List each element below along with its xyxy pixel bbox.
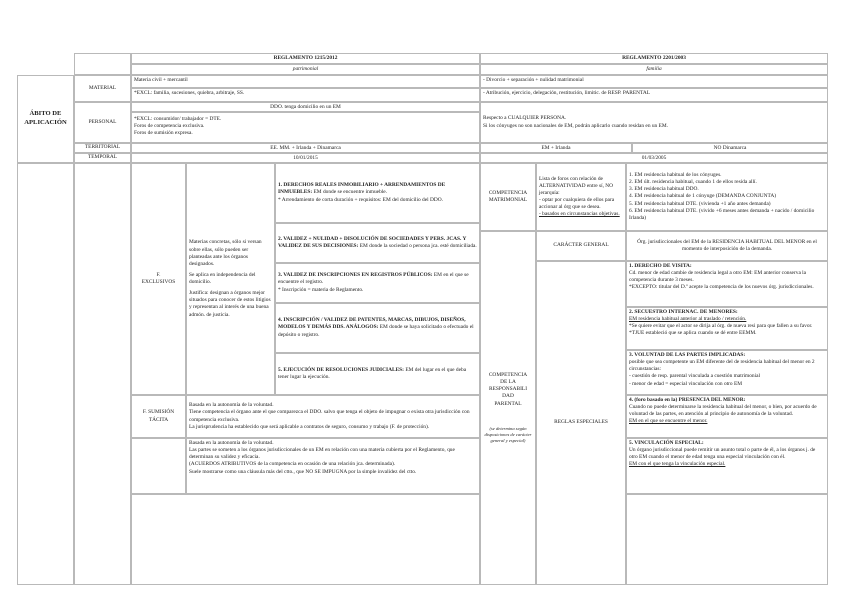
matrimonial-forum-item: 3. EM residencia habitual DDO. <box>629 186 699 193</box>
sumision-line: Tiene competencia el órgano ante el que comparezca el DDO. salvo que tenga el objeto de impugnar o exista otra jurisdicción con competencia exclusiva. <box>189 409 470 423</box>
exclusivo-item-title: 4. INSCRIPCIÓN / VALIDEZ DE PATENTES, MARCAS, DIBUJOS, DISEÑOS, MODELOS Y DEMÁS DDS. ANÁLOGOS: <box>278 317 466 331</box>
exclusivos-desc-line: Se aplica en independencia del domicilio. <box>189 271 256 285</box>
reg1-subtitle <box>131 64 480 75</box>
exclusivo-item-extra: * Inscripción = materia de Reglamento. <box>278 286 364 293</box>
temporal-r1 <box>131 153 480 163</box>
exclusivo-item-title: 2. VALIDEZ + NULIDAD + DISOLUCIÓN DE SOCIEDADES Y PERS. JCAS. Y VALIDEZ DE SUS DECISIONES: <box>278 235 467 249</box>
ambito-label <box>17 75 74 163</box>
general-text <box>626 231 828 261</box>
exclusivo-item <box>275 223 480 263</box>
reg2-subtitle <box>480 64 828 75</box>
especial-rule <box>626 307 828 350</box>
especial-rule-title: 1. DERECHO DE VISITA: <box>629 263 692 269</box>
matrimonial-forum-item: 1. EM residencia habitual de los cónyuges. <box>629 172 722 179</box>
territorial-r2b <box>632 143 828 153</box>
matrimonial-forums <box>626 163 828 231</box>
parental-label-text: COMPETENCIA <box>488 372 528 379</box>
especial-rule <box>626 350 828 395</box>
material-r1-a-text: Materia civil + mercantil <box>134 77 188 83</box>
sumision-label <box>131 395 186 438</box>
exclusivo-item-body: EM donde se encuentre inmueble. <box>313 189 388 196</box>
territorial-r1-text: EE. MM. + Irlanda + Dinamarca <box>270 145 341 151</box>
temporal-label-text: TEMPORAL <box>87 154 118 161</box>
especial-rule <box>626 261 828 307</box>
general-label-text: CARÁCTER GENERAL <box>553 242 609 249</box>
personal-r1-top <box>131 102 480 112</box>
matrimonial-desc-line: - basados en circunstancias objetivas. <box>539 211 620 218</box>
personal-r2 <box>480 102 828 143</box>
personal-label-text: PERSONAL <box>88 118 117 125</box>
personal-r1-body <box>131 112 480 143</box>
especial-rule-line: Un órgano jurisdiccional puede remitir un asunto total o parte de él, a los órganos j. de otro EM cuando el menor de edad tenga una especial vinculación con él. <box>629 447 816 461</box>
especial-rule-line: *Se quiere evitar que el actor se dirija al órg. de nueva resi para que fallen a su favor. <box>629 323 813 330</box>
reg1-subtitle-text: patrimonial <box>292 66 319 72</box>
parental-label-text: RESPONSABILI <box>488 386 528 393</box>
expresa-line: Basada en la autonomía de la voluntad. <box>189 440 274 446</box>
temporal-label <box>74 153 131 163</box>
exclusivos-desc-line: Justifica: designan a órganos mejor situados para conocer de estos litigios y representan al interés de una buena admón. de justicia. <box>189 290 271 318</box>
personal-label <box>74 102 131 143</box>
material-r2-a-text: - Divorcio + separación + nulidad matrimonial <box>483 77 584 83</box>
material-r2-b-text: - Atribución, ejercicio, delegación, restitución, limitic. de RESP. PARENTAL <box>483 90 651 96</box>
sumision-label-text: TÁCITA <box>148 416 169 423</box>
blank-header-cell <box>74 53 131 75</box>
parental-label-text: DE LA <box>500 379 516 386</box>
material-r1-b-text: *EXCL: familia, sucesiones, quiebra, arbitraje, SS. <box>134 90 245 96</box>
material-label-text: MATERIAL <box>88 84 117 91</box>
exclusivo-item-extra: * Arrendamiento de corta duración + requisitos: EM del domicilio del DDO. <box>278 196 444 203</box>
material-label <box>74 75 131 102</box>
personal-r2-line: Si los cónyuges no son nacionales de EM, podrán aplicarlo cuando residan en un EM. <box>483 122 669 129</box>
material-r1-b <box>131 88 480 102</box>
especial-rule-line: EM con el que tenga la vinculación especial. <box>629 461 726 468</box>
personal-r1-line: *EXCL: consumidor/ trabajador = DTE. <box>134 116 222 122</box>
especial-rule-line: posible que sea competente un EM diferente del de residencia habitual del menor en 2 circunstancias: <box>629 359 815 373</box>
exclusivo-item <box>275 163 480 223</box>
exclusivo-item-body: EM en el que se encuentre el registro. <box>278 272 469 286</box>
material-r2-a <box>480 75 828 88</box>
temporal-r2-text: 01/03/2005 <box>641 155 667 161</box>
general-text-content: Órg. jurisdiccionales del EM de la RESIDENCIA HABITUAL DEL MENOR en el momento de interposición de la demanda. <box>637 238 817 252</box>
matrimonial-forum-item: 5. EM residencia habitual DTE. (vivienda +1 año antes demanda) <box>629 200 771 207</box>
territorial-r2a-text: EM + Irlanda <box>541 145 571 151</box>
especial-rule-line: *EXCEPTO: titular del D.º acepte la competencia de los nuevos órg. jurisdiccionales. <box>629 284 814 291</box>
personal-r1-line: Foros de sumisión expresa. <box>134 130 193 137</box>
personal-r2-line: Respecto a CUALQUIER PERSONA. <box>483 115 567 122</box>
expresa-body <box>186 438 480 494</box>
blank-left-cell <box>17 163 74 585</box>
expresa-label-blank <box>131 438 186 494</box>
matrimonial-desc-line: - optar por cualquiera de ellos para accionar al órg que se desea. <box>539 197 615 211</box>
expresa-line: Suele mostrarse como una cláusula más del ctto., que NO SE IMPUGNA por la simple invalidez del ctto. <box>189 468 417 475</box>
exclusivos-desc-line: Materias concretas, sólo si versan sobre ellas, sólo pueden ser planteadas ante los órganos designados. <box>189 239 262 267</box>
sumision-line: Basada en la autonomía de la voluntad. <box>189 402 274 409</box>
material-r2-b <box>480 88 828 102</box>
especial-rule-line: - cuestión de resp. parental vinculada a cuestión matrimonial <box>629 373 760 380</box>
exclusivo-item-title: 3. VALIDEZ DE INSCRIPCIONES EN REGISTROS PÚBLICOS: <box>278 272 433 279</box>
territorial-label-text: TERRITORIAL <box>84 144 121 151</box>
exclusivo-item <box>275 353 480 395</box>
blank-cell <box>626 494 828 585</box>
matrimonial-label <box>480 163 536 231</box>
expresa-line: (ACUERDOS ATRIBUTIVOS de la competencia en ocasión de una relación jca. determinada). <box>189 461 396 468</box>
blank-left-cell <box>74 163 131 585</box>
exclusivos-label-text: EXCLUSIVOS <box>141 279 176 285</box>
exclusivo-item-title: 5. EJECUCIÓN DE RESOLUCIONES JUDICIALES: <box>278 366 404 373</box>
territorial-r2a <box>480 143 632 153</box>
exclusivo-item-body: EM del lugar en el que deba tener lugar la ejecución. <box>278 366 467 380</box>
territorial-r2b-text: NO Dinamarca <box>713 145 747 151</box>
especial-rule-line: EM residencia habitual anterior al traslado / retención. <box>629 316 747 323</box>
ambito-label-text: ÁBITO DE APLICACIÓN <box>24 110 67 126</box>
reg1-title-text: REGLAMENTO 1215/2012 <box>273 55 338 61</box>
territorial-r1 <box>131 143 480 153</box>
material-r1-a <box>131 75 480 88</box>
temporal-r1-text: 10/01/2015 <box>293 155 318 161</box>
matrimonial-label-text: COMPETENCIA MATRIMONIAL <box>488 189 528 203</box>
sumision-label-text: F. SUMISIÓN <box>142 409 175 416</box>
especiales-label-text: REGLAS ESPECIALES <box>554 419 608 426</box>
especial-rule-line: Cuando no puede determinarse la residencia habitual del menor, o bien, por acuerdo de voluntad de las partes, en atención al principio de autonomía de la voluntad. <box>629 404 817 418</box>
parental-label <box>480 231 536 585</box>
exclusivo-item <box>275 263 480 303</box>
exclusivos-label-text: F. <box>156 271 161 278</box>
especial-rule-line: EM en el que se encuentre el menor. <box>629 418 708 425</box>
especial-rule-line: Cd. menor de edad cambie de residencia legal a otro EM: EM anterior conserva la competencia durante 3 meses. <box>629 270 807 284</box>
reg1-title <box>131 53 480 64</box>
personal-r1-top-text: DDO. tenga domicilio en un EM <box>270 104 341 110</box>
especial-rule-line: *TJUE estableció que se aplica cuando se dé entre EEMM. <box>629 330 757 337</box>
exclusivos-description <box>186 163 275 395</box>
exclusivo-item <box>275 303 480 353</box>
matrimonial-description <box>536 163 626 231</box>
matrimonial-forum-item: 2. EM últ. residencia habitual, cuando 1 de ellos resida allí. <box>629 179 757 186</box>
reg2-subtitle-text: familia <box>646 66 662 72</box>
especial-rule <box>626 438 828 494</box>
parental-label-text: PARENTAL <box>494 400 522 407</box>
especial-rule <box>626 395 828 438</box>
especial-rule-title: 2. SECUESTRO INTERNAC. DE MENORES: <box>629 309 738 315</box>
sumision-line: La jurisprudencia ha establecido que será aplicable a contratos de seguro, consumo y trabajo (F. de protección). <box>189 423 430 430</box>
matrimonial-desc-line: Lista de foros con relación de ALTERNATIVIDAD entre sí, NO jerarquía: <box>539 175 614 196</box>
general-label <box>536 231 626 261</box>
temporal-r2 <box>480 153 828 163</box>
reg2-title-text: REGLAMENTO 2201/2003 <box>622 55 686 61</box>
especial-rule-title: 5. VINCULACIÓN ESPECIAL: <box>629 440 704 446</box>
especial-rule-line: - menor de edad = especial vinculación con otro EM <box>629 380 743 387</box>
especial-rule-title: 4. (foro basado en la) PRESENCIA DEL MENOR: <box>629 397 746 403</box>
reg2-title <box>480 53 828 64</box>
sumision-body <box>186 395 480 438</box>
exclusivos-label <box>131 163 186 395</box>
expresa-line: Las partes se someten a los órganos jurisdiccionales de un EM en relación con una materia cubierta por el Reglamento, que determinan su validez y eficacia. <box>189 447 455 461</box>
especial-rule-title: 3. VOLUNTAD DE LAS PARTES IMPLICADAS: <box>629 352 746 358</box>
especiales-label <box>536 261 626 585</box>
parental-label-text: DAD <box>502 393 514 400</box>
matrimonial-forum-item: 6. EM residencia habitual DTE. (vivido +6 meses antes demanda + nacido / domicilio Irlanda) <box>629 207 815 221</box>
territorial-label <box>74 143 131 153</box>
personal-r1-line: Foros de competencia exclusiva. <box>134 123 205 130</box>
exclusivo-item-title: 1. DERECHOS REALES INMOBILIARIO + ARRENDAMIENTOS DE INMUEBLES: <box>278 182 446 196</box>
parental-note: (se determina según disposiciones de carácter general y especial) <box>484 425 532 443</box>
exclusivo-item-body: EM donde se haya solicitado o efectuado el depósito o registro. <box>278 324 474 338</box>
blank-cell <box>131 494 480 585</box>
exclusivo-item-body: EM donde la sociedad o persona jca. esté domiciliada. <box>359 243 477 249</box>
matrimonial-forum-item: 4. EM residencia habitual de 1 cónyuge (DEMANDA CONJUNTA) <box>629 193 777 200</box>
